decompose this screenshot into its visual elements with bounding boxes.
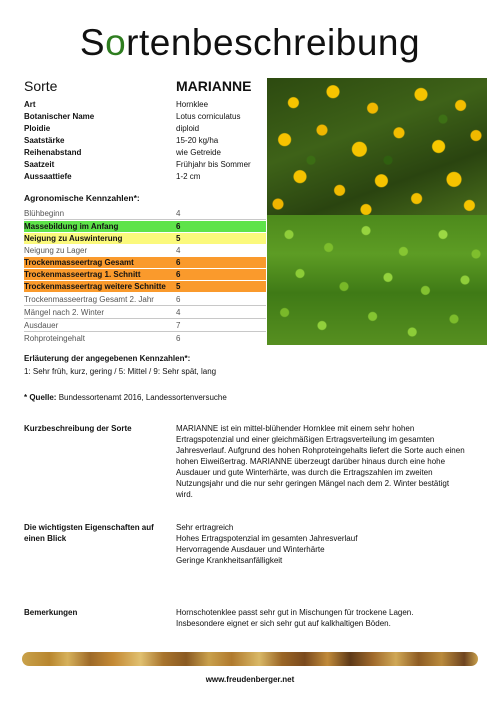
attribute-value: diploid <box>176 124 200 133</box>
attribute-row <box>24 100 266 112</box>
remarks-text <box>176 607 452 629</box>
metric-name: Ausdauer <box>24 321 59 330</box>
metric-value: 4 <box>176 308 181 317</box>
table-row <box>24 221 266 232</box>
metric-value: 4 <box>176 246 181 255</box>
metric-name: Mängel nach 2. Winter <box>24 308 105 317</box>
table-row <box>24 307 266 318</box>
description-line: wird. <box>176 490 193 499</box>
table-row <box>24 233 266 244</box>
metric-name: Massebildung im Anfang <box>24 222 119 231</box>
metric-name: Trockenmasseertrag weitere Schnitte <box>24 282 166 291</box>
table-row <box>24 269 266 280</box>
description-line: Nutzungsjahr und die nur sehr geringen Mängel nach dem 2. Winter bestätigt <box>176 479 450 488</box>
description-line: Ausdauer und gute Winterhärte, was durch die Ertragszahlen im zweiten <box>176 468 433 477</box>
foliage-photo <box>267 215 487 345</box>
variety-name: MARIANNE <box>176 78 252 94</box>
attribute-key: Ploidie <box>24 124 51 133</box>
attribute-value: 15-20 kg/ha <box>176 136 219 145</box>
properties-label-line: Die wichtigsten Eigenschaften auf <box>24 523 154 532</box>
attribute-row <box>24 112 266 124</box>
attribute-key: Saatzeit <box>24 160 55 169</box>
metric-value: 6 <box>176 222 181 231</box>
properties-label-line: einen Blick <box>24 534 67 543</box>
table-divider <box>24 305 266 306</box>
metric-value: 6 <box>176 295 181 304</box>
attribute-row <box>24 148 266 160</box>
legend-heading: Erläuterung der angegebenen Kennzahlen*: <box>24 354 191 363</box>
attribute-value: 1-2 cm <box>176 172 201 181</box>
table-row <box>24 208 266 219</box>
remarks-line: Insbesondere eignet er sich sehr gut auf kalkhaltigen Böden. <box>176 619 391 628</box>
source-label: * Quelle: <box>24 393 57 402</box>
metric-name: Trockenmasseertrag Gesamt 2. Jahr <box>24 295 154 304</box>
attribute-row <box>24 136 266 148</box>
metric-value: 5 <box>176 282 181 291</box>
table-row <box>24 245 266 256</box>
properties-label <box>24 522 169 544</box>
agronomic-heading: Agronomische Kennzahlen*: <box>24 193 140 203</box>
source-text: Bundessortenamt 2016, Landessortenversuche <box>58 393 227 402</box>
description-line: MARIANNE ist ein mittel-blühender Hornklee mit einem sehr hohen <box>176 424 415 433</box>
attribute-key: Saatstärke <box>24 136 65 145</box>
table-row <box>24 294 266 305</box>
attribute-row <box>24 160 266 172</box>
metric-value: 6 <box>176 270 181 279</box>
variety-label: Sorte <box>24 78 58 94</box>
attribute-value: Frühjahr bis Sommer <box>176 160 251 169</box>
flower-photo <box>267 78 487 215</box>
page-title <box>0 22 500 64</box>
title-logo-o <box>105 22 126 64</box>
properties-list <box>176 522 452 566</box>
table-row <box>24 333 266 344</box>
table-row <box>24 257 266 268</box>
description-line: Jahresverlauf. Aufgrund des hohen Rohproteingehalts liefert die Sorte auch einen <box>176 446 465 455</box>
property-item: Hohes Ertragspotenzial im gesamten Jahresverlauf <box>176 534 358 543</box>
property-item: Hervorragende Ausdauer und Winterhärte <box>176 545 325 554</box>
title-part-start: S <box>79 22 106 63</box>
remarks-line: Hornschotenklee passt sehr gut in Mischungen für trockene Lagen. <box>176 608 414 617</box>
metric-name: Rohproteingehalt <box>24 334 85 343</box>
metric-value: 4 <box>176 209 181 218</box>
description-line: Ertragspotenzial und einer gleichmäßigen Ertragsverteilung im gesamten <box>176 435 435 444</box>
remarks-label: Bemerkungen <box>24 608 78 617</box>
table-divider <box>24 318 266 319</box>
description-line: hohen Eiweißertrag. MARIANNE überzeugt darüber hinaus durch eine hohe <box>176 457 446 466</box>
table-divider <box>24 219 266 220</box>
attribute-key: Aussaattiefe <box>24 172 72 181</box>
description-text <box>176 423 465 500</box>
metric-value: 7 <box>176 321 181 330</box>
attribute-value: Hornklee <box>176 100 209 109</box>
metric-value: 5 <box>176 234 181 243</box>
metric-name: Blühbeginn <box>24 209 65 218</box>
table-row <box>24 320 266 331</box>
metric-value: 6 <box>176 334 181 343</box>
attribute-row <box>24 124 266 136</box>
metric-name: Trockenmasseertrag Gesamt <box>24 258 134 267</box>
attribute-value: Lotus corniculatus <box>176 112 241 121</box>
legend-text: 1: Sehr früh, kurz, gering / 5: Mittel / 9: Sehr spät, lang <box>24 367 217 376</box>
seed-banner-image <box>22 652 478 666</box>
metric-name: Neigung zu Lager <box>24 246 88 255</box>
attribute-key: Reihenabstand <box>24 148 82 157</box>
table-row <box>24 281 266 292</box>
table-divider <box>24 331 266 332</box>
metric-value: 6 <box>176 258 181 267</box>
attribute-key: Botanischer Name <box>24 112 95 121</box>
source-note <box>24 393 227 402</box>
title-part-end: rtenbeschreibung <box>126 22 421 63</box>
attribute-value: wie Getreide <box>176 148 221 157</box>
attribute-key: Art <box>24 100 36 109</box>
title-logo-letter: o <box>105 22 127 63</box>
description-label: Kurzbeschreibung der Sorte <box>24 424 132 433</box>
metric-name: Neigung zu Auswinterung <box>24 234 123 243</box>
metric-name: Trockenmasseertrag 1. Schnitt <box>24 270 141 279</box>
property-item: Sehr ertragreich <box>176 523 234 532</box>
attribute-row <box>24 172 266 184</box>
footer-website-link[interactable]: www.freudenberger.net <box>205 675 295 684</box>
property-item: Geringe Krankheitsanfälligkeit <box>176 556 283 565</box>
